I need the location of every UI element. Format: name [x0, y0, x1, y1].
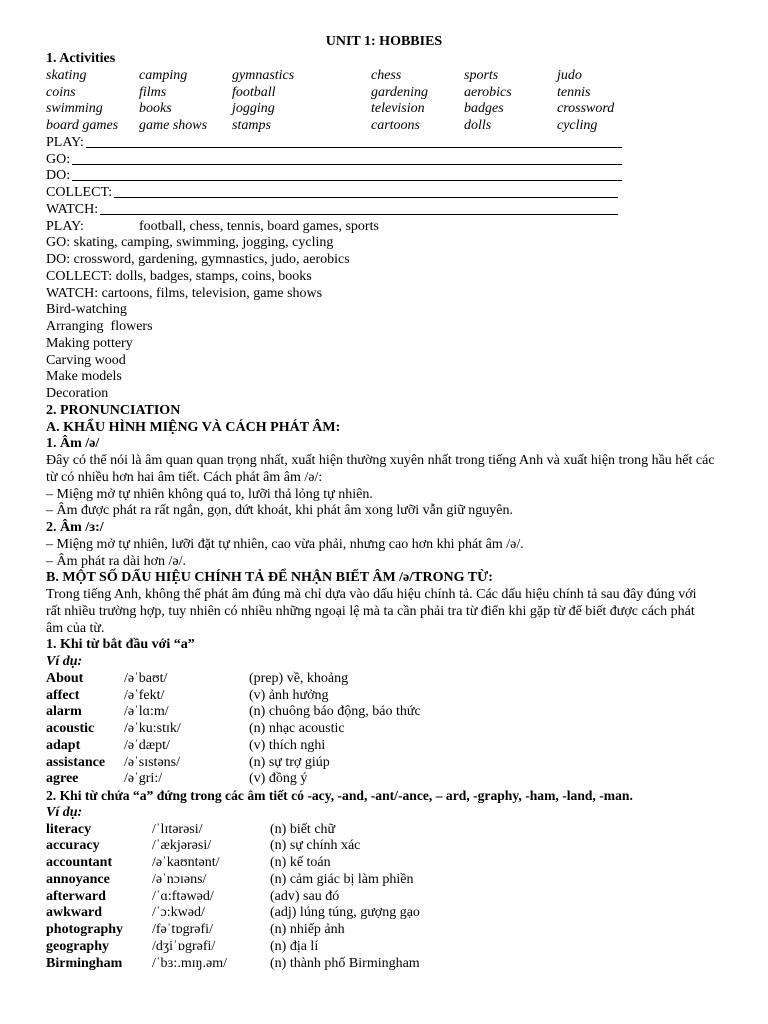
- blank-line: [100, 202, 618, 215]
- activity-cell: films: [139, 84, 167, 100]
- meaning: (n) cảm giác bị làm phiền: [270, 871, 414, 887]
- answer-verb: WATCH:: [46, 285, 99, 301]
- example-label: Ví dụ:: [46, 654, 83, 669]
- extra-item: Arranging flowers: [46, 319, 153, 334]
- phonetic: /əˈbaʊt/: [124, 670, 168, 686]
- activity-cell: aerobics: [464, 84, 512, 100]
- schwa-bullet: – Miệng mở tự nhiên không quá to, lưỡi thả lỏng tự nhiên.: [46, 486, 373, 502]
- activity-cell: dolls: [464, 118, 492, 133]
- activities-heading: 1. Activities: [46, 51, 116, 66]
- phonetic: /ˈɔ:kwəd/: [152, 905, 205, 921]
- activity-cell: board games: [46, 118, 119, 133]
- meaning: (adv) sau đó: [270, 888, 340, 904]
- word: About: [46, 670, 84, 686]
- page-title: UNIT 1: HOBBIES: [325, 34, 443, 49]
- word-row: [46, 704, 726, 721]
- activities-row: [46, 85, 726, 102]
- word-row: [46, 855, 726, 872]
- blank-line: [72, 168, 622, 181]
- answer-collect: [46, 269, 726, 286]
- word: acoustic: [46, 721, 95, 736]
- answer-verb: COLLECT:: [46, 268, 113, 284]
- fill-label: GO:: [46, 151, 71, 167]
- phonetic: /əˈsɪstəns/: [124, 754, 180, 770]
- meaning: (v) thích nghi: [249, 737, 326, 753]
- phonetic: /əˈdæpt/: [124, 737, 170, 753]
- phonetic: /əˈgri:/: [124, 771, 163, 787]
- fill-line-play: [46, 135, 726, 152]
- fill-label: COLLECT:: [46, 185, 113, 200]
- activity-cell: judo: [557, 67, 582, 83]
- activities-table: [46, 68, 726, 135]
- meaning: (n) địa lí: [270, 938, 319, 954]
- word-row: [46, 738, 726, 755]
- er-bullet: – Miệng mở tự nhiên, lưỡi đặt tự nhiên, cao vừa phải, nhưng cao hơn khi phát âm /ə/.: [46, 536, 524, 552]
- pronunciation-heading: 2. PRONUNCIATION: [46, 402, 181, 418]
- activity-cell: tennis: [557, 84, 591, 100]
- activity-cell: camping: [139, 67, 188, 83]
- activity-cell: cycling: [557, 118, 598, 133]
- phonetic: /fəˈtɒgrəfi/: [152, 922, 213, 937]
- word: accuracy: [46, 838, 100, 854]
- word-row: [46, 922, 726, 939]
- activities-row: [46, 101, 726, 118]
- rule2-heading: 2. Khi từ chứa “a” đứng trong các âm tiết có -acy, -and, -ant/-ance, – ard, -graphy, -ham, -land, -man.: [46, 788, 633, 803]
- fill-line-watch: [46, 202, 726, 219]
- activity-cell: skating: [46, 67, 87, 83]
- meaning: (n) sự chính xác: [270, 838, 361, 854]
- schwa-heading: 1. Âm /ə/: [46, 436, 100, 452]
- word-row: [46, 755, 726, 772]
- extra-item: Make models: [46, 369, 122, 385]
- word-row: [46, 671, 726, 688]
- activity-cell: chess: [371, 67, 402, 83]
- activities-row: [46, 68, 726, 85]
- activities-row: [46, 118, 726, 135]
- blank-line: [114, 185, 618, 198]
- word-row: [46, 939, 726, 956]
- section-b-heading: B. MỘT SỐ DẤU HIỆU CHÍNH TẢ ĐỂ NHẬN BIẾT ÂM /ə/TRONG TỪ:: [46, 570, 493, 586]
- blank-line: [72, 152, 622, 165]
- answer-verb: PLAY:: [46, 218, 84, 234]
- schwa-bullet: – Âm được phát ra rất ngắn, gọn, dứt khoát, khi phát âm xong lưỡi vẫn giữ nguyên.: [46, 503, 514, 519]
- extra-item: Carving wood: [46, 352, 126, 368]
- activity-cell: television: [371, 101, 425, 117]
- word-row: [46, 905, 726, 922]
- answer-items: crossword, gardening, gymnastics, judo, aerobics: [73, 252, 350, 267]
- meaning: (prep) về, khoảng: [249, 670, 349, 686]
- activity-cell: coins: [46, 84, 76, 100]
- phonetic: /əˈkaʊntənt/: [152, 855, 220, 870]
- word: adapt: [46, 737, 81, 753]
- activity-cell: gardening: [371, 84, 429, 100]
- word-row: [46, 872, 726, 889]
- phonetic: /dʒiˈɒgrəfi/: [152, 938, 216, 954]
- answer-items: skating, camping, swimming, jogging, cycling: [73, 235, 334, 251]
- fill-line-do: [46, 168, 726, 185]
- word-row: [46, 822, 726, 839]
- blank-line: [86, 135, 622, 148]
- answer-verb: GO:: [46, 235, 71, 251]
- answer-play: [46, 219, 726, 236]
- activity-cell: sports: [464, 67, 499, 83]
- phonetic: /ˈækjərəsi/: [152, 838, 212, 854]
- answer-do: [46, 252, 726, 269]
- word: photography: [46, 922, 124, 937]
- fill-label: WATCH:: [46, 201, 99, 217]
- word-row: [46, 721, 726, 738]
- activity-cell: gymnastics: [232, 67, 295, 83]
- phonetic: /ˈɑ:ftəwəd/: [152, 888, 214, 904]
- word-row: [46, 688, 726, 705]
- word: annoyance: [46, 871, 110, 887]
- answer-items: dolls, badges, stamps, coins, books: [115, 268, 312, 284]
- document-page: [46, 33, 726, 972]
- meaning: (n) chuông báo động, báo thức: [249, 704, 421, 720]
- answer-verb: DO:: [46, 252, 71, 267]
- answer-items: football, chess, tennis, board games, sports: [139, 218, 379, 234]
- rule2-word-list: [46, 822, 726, 973]
- meaning: (n) nhạc acoustic: [249, 721, 345, 736]
- er-bullet: – Âm phát ra dài hơn /ə/.: [46, 553, 186, 569]
- meaning: (adj) lúng túng, gượng gạo: [270, 905, 420, 921]
- word: affect: [46, 687, 80, 703]
- word: Birmingham: [46, 955, 123, 971]
- extra-item: Decoration: [46, 386, 109, 401]
- word: assistance: [46, 754, 106, 770]
- schwa-paragraph: Đây có thể nói là âm quan quan trọng nhất, xuất hiện thường xuyên nhất trong tiếng Anh và xuất hiện trong hầu hết các từ có nhiều hơn hai âm tiết. Cách phát âm âm /ə/:: [46, 453, 715, 485]
- meaning: (n) nhiếp ảnh: [270, 922, 345, 937]
- answer-go: [46, 235, 726, 252]
- activity-cell: badges: [464, 101, 504, 117]
- word: alarm: [46, 704, 82, 720]
- activity-cell: football: [232, 84, 276, 100]
- fill-line-collect: [46, 185, 726, 202]
- answer-items: cartoons, films, television, game shows: [101, 285, 323, 301]
- activity-cell: jogging: [232, 101, 275, 117]
- extra-item: Bird-watching: [46, 302, 127, 318]
- word-row: [46, 889, 726, 906]
- rule1-heading: 1. Khi từ bắt đầu với “a”: [46, 637, 195, 653]
- word: geography: [46, 938, 109, 954]
- word: agree: [46, 771, 79, 787]
- phonetic: /əˈlɑ:m/: [124, 704, 169, 720]
- answer-watch: [46, 286, 726, 303]
- meaning: (v) ảnh hưởng: [249, 687, 329, 703]
- word: afterward: [46, 888, 106, 904]
- phonetic: /əˈnɔɪəns/: [152, 871, 207, 887]
- activity-cell: stamps: [232, 118, 271, 133]
- fill-label: PLAY:: [46, 134, 84, 150]
- example-label: Ví dụ:: [46, 804, 83, 820]
- activity-cell: books: [139, 101, 172, 117]
- activity-cell: game shows: [139, 118, 208, 133]
- activity-cell: crossword: [557, 101, 615, 117]
- activity-cell: swimming: [46, 101, 103, 117]
- meaning: (n) thành phố Birmingham: [270, 955, 420, 971]
- activity-cell: cartoons: [371, 118, 420, 133]
- extra-item: Making pottery: [46, 335, 133, 351]
- word: accountant: [46, 855, 113, 870]
- phonetic: /əˈku:stɪk/: [124, 721, 181, 736]
- section-a-heading: A. KHẨU HÌNH MIỆNG VÀ CÁCH PHÁT ÂM:: [46, 419, 341, 435]
- meaning: (n) sự trợ giúp: [249, 754, 330, 770]
- er-heading: 2. Âm /ɜ:/: [46, 520, 104, 535]
- fill-line-go: [46, 152, 726, 169]
- fill-label: DO:: [46, 168, 71, 184]
- rule1-word-list: [46, 671, 726, 788]
- meaning: (v) đồng ý: [249, 771, 308, 787]
- word-row: [46, 956, 726, 973]
- word: awkward: [46, 905, 103, 921]
- word: literacy: [46, 821, 92, 837]
- phonetic: /ˈbɜ:.mɪŋ.əm/: [152, 955, 228, 971]
- word-row: [46, 838, 726, 855]
- meaning: (n) kế toán: [270, 855, 331, 870]
- phonetic: /ˈlɪtərəsi/: [152, 821, 203, 837]
- word-row: [46, 771, 726, 788]
- phonetic: /əˈfekt/: [124, 687, 165, 703]
- section-b-paragraph: Trong tiếng Anh, không thể phát âm đúng mà chỉ dựa vào dấu hiệu chính tả. Các dấu hiệu chính tả sau đây đúng với rất nhiều trường hợp, tuy nhiên có nhiều những ngoại lệ mà ta cần phải tra từ điển khi gặp từ để biết được cách phát âm của từ.: [46, 587, 697, 636]
- meaning: (n) biết chữ: [270, 821, 336, 837]
